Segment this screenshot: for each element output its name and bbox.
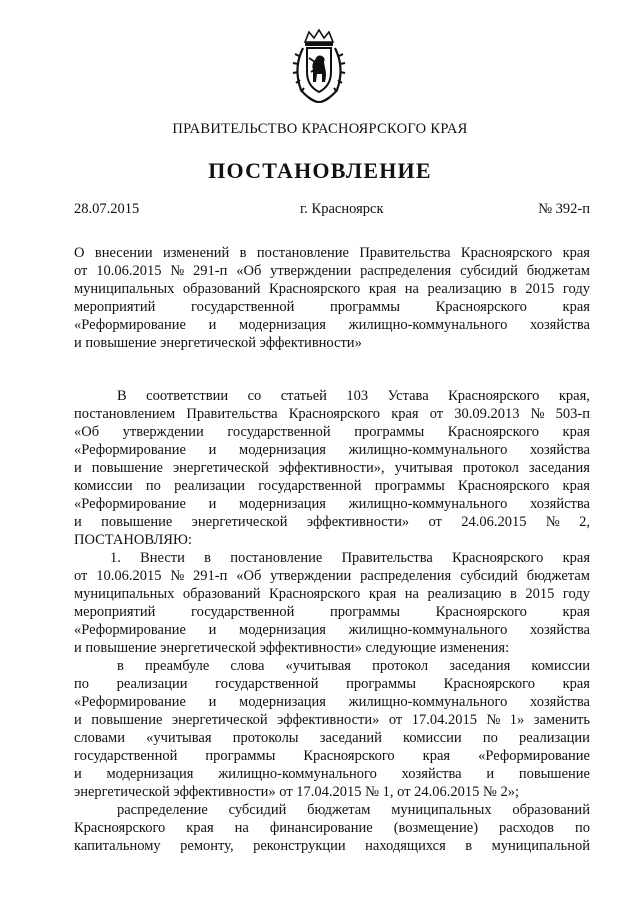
subject-line: от 10.06.2015 № 291-п «Об утверждении распределения субсидий бюджетам [74, 263, 590, 279]
subject-line: «Реформирование и модернизация жилищно-коммунального хозяйства [74, 317, 590, 333]
body-line: и повышение энергетической эффективности» следующие изменения: [74, 640, 510, 656]
document-subject [74, 244, 590, 352]
body-line: «Реформирование и модернизация жилищно-коммунального хозяйства [74, 496, 590, 512]
body-line: «Об утверждении государственной программы Красноярского края [74, 424, 590, 440]
body-line: в преамбуле слова «учитывая протокол заседания комиссии [117, 658, 590, 674]
body-line: распределение субсидий бюджетам муниципальных образований [117, 802, 590, 818]
body-line: словами «учитывая протоколы заседаний комиссии по реализации [74, 730, 590, 746]
body-line: и повышение энергетической эффективности» от 24.06.2015 № 2, [74, 514, 590, 530]
body-line: муниципальных образований Красноярского края на реализацию в 2015 году [74, 586, 590, 602]
document-body [74, 387, 590, 855]
body-line: энергетической эффективности» от 17.04.2015 № 1, от 24.06.2015 № 2»; [74, 784, 520, 800]
document-city: г. Красноярск [300, 201, 384, 217]
body-line: «Реформирование и модернизация жилищно-коммунального хозяйства [74, 694, 590, 710]
body-line: государственной программы Красноярского края «Реформирование [74, 748, 590, 764]
subject-line: мероприятий государственной программы Красноярского края [74, 299, 590, 315]
document-type-title: ПОСТАНОВЛЕНИЕ [208, 158, 432, 183]
authority-name: ПРАВИТЕЛЬСТВО КРАСНОЯРСКОГО КРАЯ [172, 121, 468, 137]
body-line: Красноярского края на финансирование (возмещение) расходов по [74, 820, 590, 836]
body-line: и модернизация жилищно-коммунального хозяйства и повышение [74, 766, 590, 782]
body-line: от 10.06.2015 № 291-п «Об утверждении распределения субсидий бюджетам [74, 568, 590, 584]
body-line: постановлением Правительства Красноярского края от 30.09.2013 № 503-п [74, 406, 590, 422]
subject-line: О внесении изменений в постановление Правительства Красноярского края [74, 245, 590, 261]
body-line: «Реформирование и модернизация жилищно-коммунального хозяйства [74, 442, 590, 458]
body-line: 1. Внести в постановление Правительства Красноярского края [110, 550, 590, 566]
subject-line: и повышение энергетической эффективности» [74, 335, 362, 351]
body-line: по реализации государственной программы Красноярского края [74, 676, 590, 692]
body-line: мероприятий государственной программы Красноярского края [74, 604, 590, 620]
body-line: «Реформирование и модернизация жилищно-коммунального хозяйства [74, 622, 590, 638]
body-line: капитальному ремонту, реконструкции находящихся в муниципальной [74, 838, 590, 854]
body-line: ПОСТАНОВЛЯЮ: [74, 532, 192, 548]
body-line: и повышение энергетической эффективности» от 17.04.2015 № 1» заменить [74, 712, 590, 728]
subject-line: муниципальных образований Красноярского края на реализацию в 2015 году [74, 281, 590, 297]
document-number: № 392-п [538, 201, 590, 217]
body-line: и повышение энергетической эффективности», учитывая протокол заседания [74, 460, 590, 476]
body-line: В соответствии со статьей 103 Устава Красноярского края, [117, 388, 590, 404]
body-line: комиссии по реализации государственной программы Красноярского края [74, 478, 590, 494]
document-date: 28.07.2015 [74, 201, 140, 217]
coat-of-arms-icon [291, 28, 347, 106]
